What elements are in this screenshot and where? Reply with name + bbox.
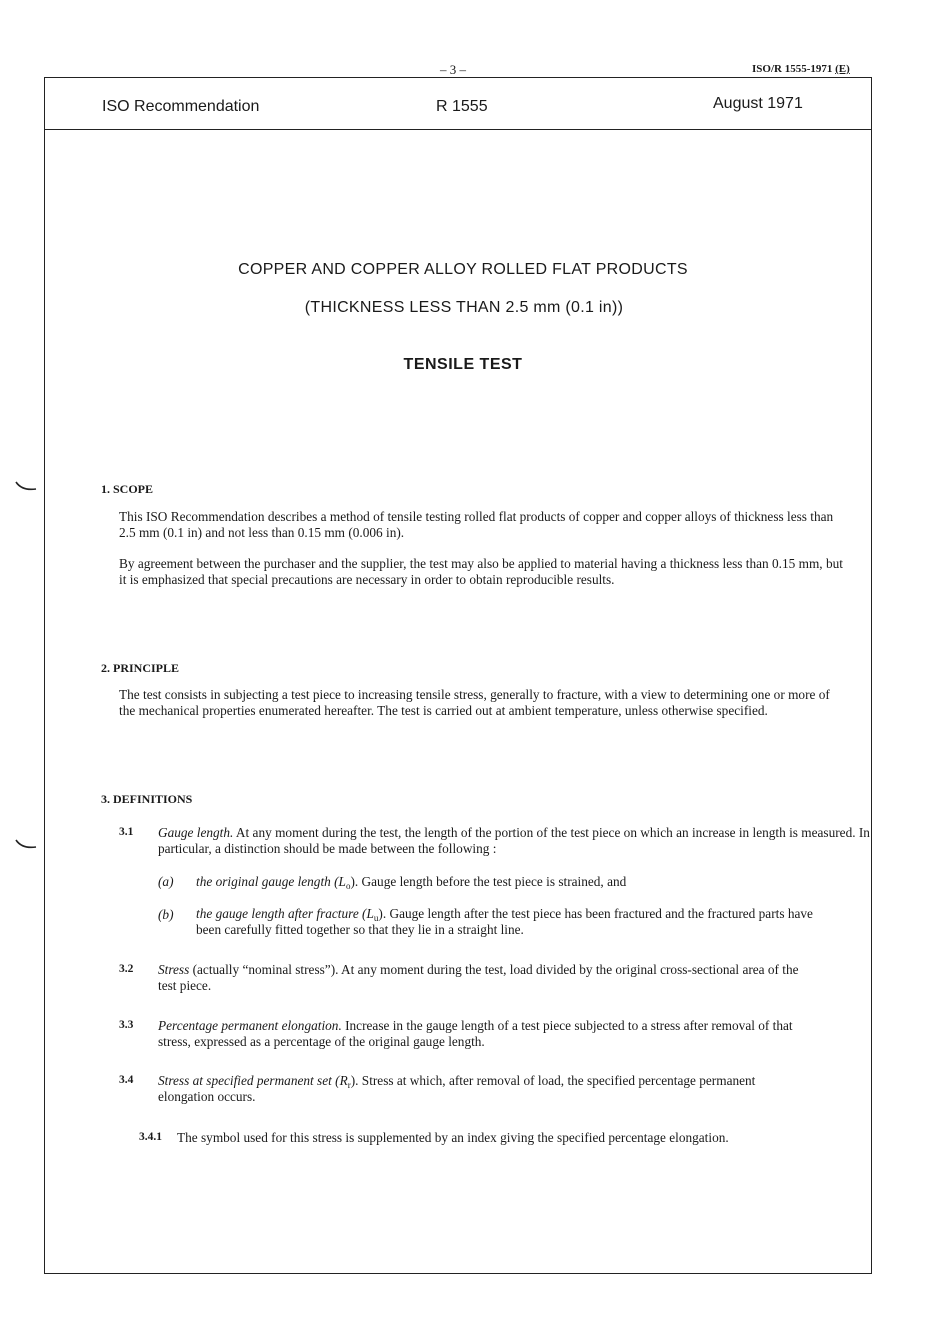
definition-3-4-body: Stress at which, after removal of load, the specified percentage permanent elongation occurs. xyxy=(158,1073,756,1104)
scan-margin-mark-2 xyxy=(14,838,40,852)
item-b-label: (b) xyxy=(158,907,174,922)
definition-3-3-number: 3.3 xyxy=(119,1019,134,1031)
definition-3-1-number: 3.1 xyxy=(119,826,134,838)
scope-paragraph-1: This ISO Recommendation describes a method of tensile testing rolled flat products of copper and copper alloys of thickness less than 2.5 mm (0.1 in) and not less than 0.15 mm (0.006 in). xyxy=(119,509,834,540)
item-b-subscript: u xyxy=(373,913,379,923)
definition-3-3-body: Increase in the gauge length of a test piece subjected to a stress after removal of that stress, expressed as a percentage of the original gauge length. xyxy=(158,1018,793,1049)
definition-3-4-term: Stress at specified permanent set (R xyxy=(158,1073,348,1088)
title-main: TENSILE TEST xyxy=(403,356,523,373)
item-b-body: Gauge length after the test piece has been fractured and the fractured parts have been carefully fitted together so that they lie in a straight line. xyxy=(196,906,813,937)
document-reference xyxy=(752,63,850,75)
item-a-text xyxy=(196,874,856,890)
definition-3-1-term: Gauge length. xyxy=(158,825,234,840)
item-a-close: ). xyxy=(350,874,359,889)
definition-3-2-text xyxy=(158,962,818,994)
definition-3-4-subscript: r xyxy=(347,1080,351,1090)
definition-3-4-1-number: 3.4.1 xyxy=(139,1131,162,1143)
page-number: – 3 – xyxy=(440,62,466,77)
title-line-2: (THICKNESS LESS THAN 2.5 mm (0.1 in)) xyxy=(304,299,624,316)
section-heading-definitions: 3. DEFINITIONS xyxy=(101,792,193,806)
title-line-1: COPPER AND COPPER ALLOY ROLLED FLAT PRODUCTS xyxy=(238,261,688,278)
item-b-term: the gauge length after fracture (L xyxy=(196,906,374,921)
item-a-label: (a) xyxy=(158,874,174,889)
header-date: August 1971 xyxy=(713,95,803,112)
section-heading-scope: 1. SCOPE xyxy=(101,482,154,496)
scope-paragraph-2: By agreement between the purchaser and the supplier, the test may also be applied to material having a thickness less than 0.15 mm, but it is emphasized that special precautions are necessary in order to obtain reproducible results. xyxy=(119,556,843,587)
definition-3-3-text xyxy=(158,1018,826,1050)
item-a-body: Gauge length before the test piece is strained, and xyxy=(358,874,627,889)
document-reference-prefix: ISO/R 1555-1971 xyxy=(752,63,836,75)
header-publication-type: ISO Recommendation xyxy=(102,98,260,115)
definition-3-4-text xyxy=(158,1073,808,1105)
item-a-subscript: o xyxy=(345,881,351,891)
definition-3-2-body: (actually “nominal stress”). At any moment during the test, load divided by the original cross-sectional area of the test piece. xyxy=(158,962,799,993)
definition-3-2-number: 3.2 xyxy=(119,963,134,975)
item-b-close: ). xyxy=(378,906,387,921)
definition-3-4-number: 3.4 xyxy=(119,1074,134,1086)
document-reference-suffix: (E) xyxy=(835,63,850,75)
definition-3-4-close: ). xyxy=(350,1073,359,1088)
header-recommendation-number: R 1555 xyxy=(436,98,488,115)
header-row xyxy=(45,78,871,130)
section-heading-principle: 2. PRINCIPLE xyxy=(101,661,180,675)
definition-3-4-1-text: The symbol used for this stress is supplemented by an index giving the specified percentage elongation. xyxy=(177,1130,729,1145)
item-b-text xyxy=(196,906,826,938)
scan-margin-mark-1 xyxy=(14,480,40,494)
definition-3-1-body: At any moment during the test, the length of the portion of the test piece on which an increase in length is measured. In particular, a distinction should be made between the following : xyxy=(158,825,870,856)
item-a-term: the original gauge length (L xyxy=(196,874,346,889)
definition-3-1-text xyxy=(158,825,870,857)
definition-3-3-term: Percentage permanent elongation. xyxy=(158,1018,342,1033)
definition-3-2-term: Stress xyxy=(158,962,190,977)
principle-paragraph: The test consists in subjecting a test piece to increasing tensile stress, generally to fracture, with a view to determining one or more of the mechanical properties enumerated hereafter. The test is carried out at ambient temperature, unless otherwise specified. xyxy=(119,687,830,718)
